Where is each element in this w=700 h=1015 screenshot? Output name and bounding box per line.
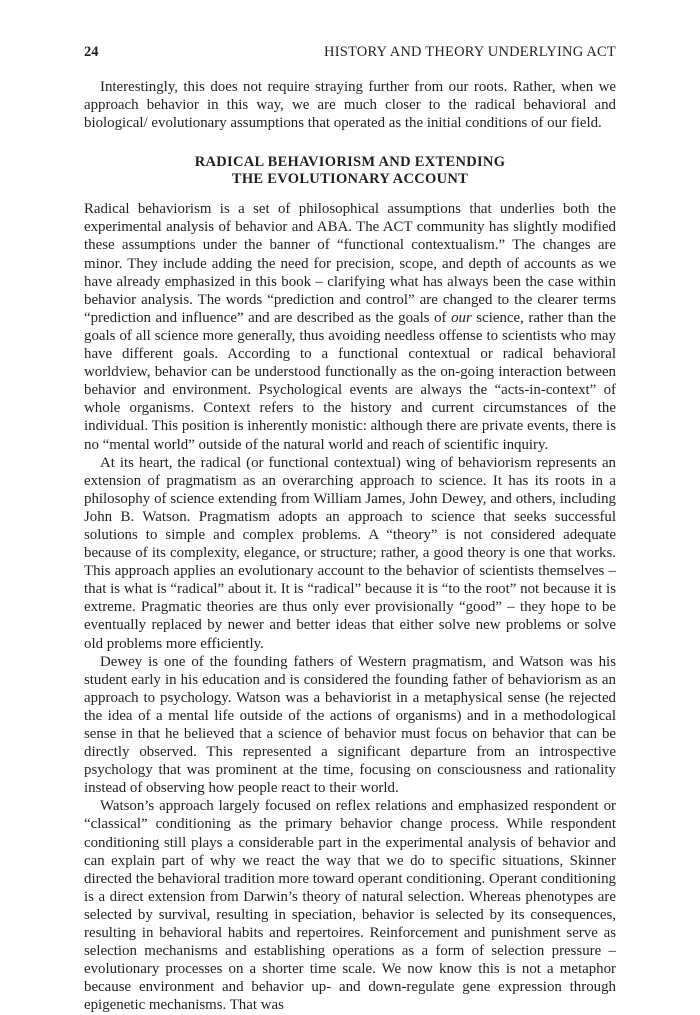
paragraph-2: At its heart, the radical (or functional contextual) wing of behaviorism represents an extension of pragmatism as an overarching approach to science. It has its roots in a philosophy of science extending from William James, John Dewey, and others, including John B. Watson. Pragmatism adopts an approach to science that seeks successful solutions to simple and complex problems. A “theory” is not considered adequate because of its complexity, elegance, or structure; rather, a good theory is one that works. This approach applies an evolutionary account to the behavior of scientists themselves – that is what is “radical” about it. It is “radical” because it is “to the root” not because it is extreme. Pragmatic theories are thus only ever provisionally “good” – they hope to be eventually replaced by newer and better ideas that either solve new problems or solve old problems more efficiently. <box>84 454 616 652</box>
paragraph-3: Dewey is one of the founding fathers of Western pragmatism, and Watson was his student early in his education and is considered the founding father of behaviorism as an approach to psychology. Watson was a behaviorist in a metaphysical sense (he rejected the idea of a mental life outside of the actions of organisms) and in a methodological sense in that he believed that a science of behavior must focus on behavior that can be directly observed. This represented a significant departure from an introspective psychology that was prominent at the time, focusing on consciousness and rationality instead of observing how people react to their world. <box>84 653 616 797</box>
running-header <box>84 44 616 61</box>
page-body <box>84 78 616 1015</box>
section-heading <box>84 154 616 188</box>
emphasis-our: our <box>451 309 472 326</box>
paragraph-1 <box>84 200 616 453</box>
page-number: 24 <box>84 44 99 60</box>
paragraph-4: Watson’s approach largely focused on reflex relations and emphasized respondent or “classical” conditioning as the primary behavior change process. While respondent conditioning still plays a considerable part in the experimental analysis of behavior and can explain part of why we react the way that we do to specific situations, Skinner directed the behavioral tradition more toward operant conditioning. Operant conditioning is a direct extension from Darwin’s theory of natural selection. Whereas phenotypes are selected by survival, resulting in speciation, behavior is selected by its consequences, resulting in behavioral habits and repertoires. Reinforcement and punishment serve as selection mechanisms and establishing operations as a form of selection pressure – evolutionary processes on a shorter time scale. We now know this is not a metaphor because environment and behavior up- and down-regulate gene expression through epigenetic mechanisms. That was <box>84 798 616 1014</box>
paragraph-1-part-b: science, rather than the goals of all science more generally, thus avoiding needless offense to scientists who may have different goals. According to a functional contextual or radical behavioral worldview, behavior can be understood functionally as the on-going interaction between behavior and environment. Psychological events are always the “acts-in-context” of whole organisms. Context refers to the history and current circumstances of the individual. This position is inherently monistic: although there are private events, there is no “mental world” outside of the natural world and reach of scientific inquiry. <box>84 309 616 453</box>
paragraph-1-part-a: Radical behaviorism is a set of philosophical assumptions that underlies both the experimental analysis of behavior and ABA. The ACT community has slightly modified these assumptions under the banner of “functional contextualism.” The changes are minor. They include adding the need for precision, scope, and depth of accounts as we have already emphasized in this book – clarifying what has always been the case within behavior analysis. The words “prediction and control” are changed to the clearer terms “prediction and influence” and are described as the goals of <box>84 201 616 326</box>
section-heading-line-2: THE EVOLUTIONARY ACCOUNT <box>231 171 469 188</box>
section-heading-line-1: RADICAL BEHAVIORISM AND EXTENDING <box>194 154 506 171</box>
running-title: HISTORY AND THEORY UNDERLYING ACT <box>324 44 616 60</box>
intro-paragraph: Interestingly, this does not require straying further from our roots. Rather, when we approach behavior in this way, we are much closer to the radical behavioral and biological/ evolutionary assumptions that operated as the initial conditions of our field. <box>84 79 616 132</box>
